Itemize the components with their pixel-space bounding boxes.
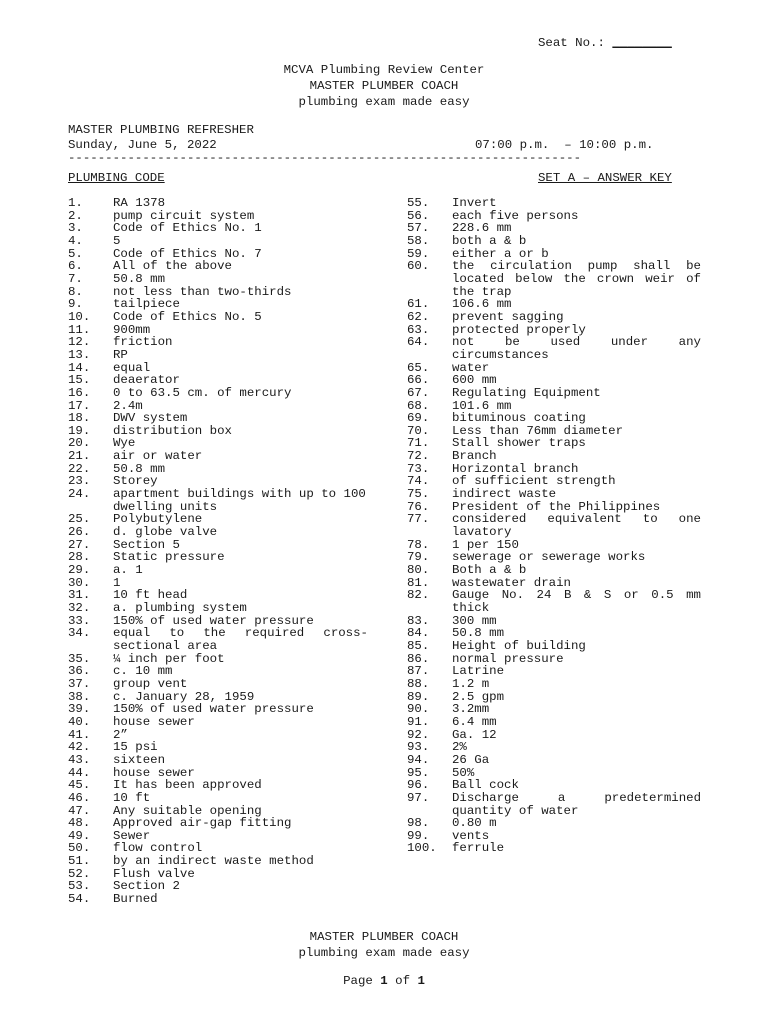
answer-number: 63. <box>407 322 430 337</box>
answer-number: 15. <box>68 373 91 388</box>
answer-text: DWV system <box>113 411 188 426</box>
answer-text: RA 1378 <box>113 196 166 210</box>
answer-item <box>407 197 701 210</box>
answer-item <box>68 703 368 716</box>
answer-number: 97. <box>407 790 430 805</box>
answer-text: house sewer <box>113 714 195 729</box>
answer-text: Approved air-gap fitting <box>113 816 292 831</box>
answer-item <box>68 387 368 400</box>
answer-text: ferrule <box>452 841 505 856</box>
answer-text: 2% <box>452 740 467 755</box>
section-title: PLUMBING CODE <box>68 171 165 185</box>
answer-number: 61. <box>407 297 430 312</box>
answer-number: 13. <box>68 347 91 362</box>
answer-text: 228.6 mm <box>452 221 512 236</box>
answer-number: 49. <box>68 828 91 843</box>
answer-text: 0.80 m <box>452 816 497 831</box>
answer-number: 4. <box>68 233 83 248</box>
answer-item <box>407 703 701 716</box>
answer-number: 38. <box>68 689 91 704</box>
answer-text: 15 psi <box>113 740 158 755</box>
answer-number: 96. <box>407 778 430 793</box>
answer-text: normal pressure <box>452 651 564 666</box>
answer-number: 20. <box>68 436 91 451</box>
answer-item <box>68 602 368 615</box>
answer-item <box>68 374 368 387</box>
answer-text: 600 mm <box>452 373 497 388</box>
answer-text: either a or b <box>452 246 549 261</box>
answer-number: 100. <box>407 841 437 856</box>
answer-text: President of the Philippines <box>452 499 661 514</box>
answer-item <box>407 640 701 653</box>
answer-item <box>68 526 368 539</box>
answer-text: Height of building <box>452 638 586 653</box>
answer-item <box>407 779 701 792</box>
answer-number: 30. <box>68 575 91 590</box>
answer-text: 101.6 mm <box>452 398 512 413</box>
answer-text: distribution box <box>113 423 232 438</box>
answer-number: 59. <box>407 246 430 261</box>
answer-item <box>68 627 368 652</box>
answer-number: 92. <box>407 727 430 742</box>
answer-number: 76. <box>407 499 430 514</box>
answer-number: 37. <box>68 676 91 691</box>
answer-number: 64. <box>407 335 430 350</box>
answer-item <box>407 412 701 425</box>
answer-text: Section 2 <box>113 879 180 894</box>
answer-text: the circulation pump shall be located below the crown weir of the trap <box>452 259 701 299</box>
answer-item <box>68 298 368 311</box>
answer-number: 12. <box>68 335 91 350</box>
answer-number: 6. <box>68 259 83 274</box>
answer-number: 47. <box>68 803 91 818</box>
answers-left-column <box>68 197 368 906</box>
review-center-name: MCVA Plumbing Review Center <box>283 63 485 77</box>
answer-number: 80. <box>407 563 430 578</box>
answer-text: Code of Ethics No. 1 <box>113 221 262 236</box>
answer-number: 69. <box>407 411 430 426</box>
answer-number: 2. <box>68 208 83 223</box>
answer-text: Wye <box>113 436 136 451</box>
answer-number: 10. <box>68 309 91 324</box>
answer-item <box>407 311 701 324</box>
answer-number: 41. <box>68 727 91 742</box>
answer-number: 32. <box>68 601 91 615</box>
answer-number: 33. <box>68 613 91 628</box>
answer-item <box>68 741 368 754</box>
answer-item <box>407 298 701 311</box>
answer-text: 1 <box>113 575 121 590</box>
answer-item <box>407 336 701 361</box>
answer-item <box>407 387 701 400</box>
answer-text: 150% of used water pressure <box>113 613 314 628</box>
answer-text: Gauge No. 24 B & S or 0.5 mm thick <box>452 588 701 615</box>
answer-number: 23. <box>68 474 91 489</box>
answer-item <box>68 754 368 767</box>
answer-item <box>407 564 701 577</box>
answer-text: a. 1 <box>113 563 143 578</box>
answer-text: 50.8 mm <box>113 271 166 286</box>
answer-text: 10 ft <box>113 790 151 805</box>
answer-text: friction <box>113 335 173 350</box>
answer-text: 106.6 mm <box>452 297 512 312</box>
answer-number: 53. <box>68 879 91 894</box>
answer-text: Regulating Equipment <box>452 385 601 400</box>
answer-key-label: SET A – ANSWER KEY <box>538 171 672 185</box>
answer-text: not less than two-thirds <box>113 284 292 299</box>
answer-text: not be used under any circumstances <box>452 335 701 362</box>
seat-blank: ________ <box>612 36 672 50</box>
answer-text: deaerator <box>113 373 180 388</box>
answer-number: 34. <box>68 626 91 641</box>
answer-text: a. plumbing system <box>113 601 247 615</box>
answer-number: 1. <box>68 196 83 210</box>
answer-number: 9. <box>68 297 83 312</box>
answer-number: 86. <box>407 651 430 666</box>
answer-item <box>68 716 368 729</box>
answer-item <box>68 564 368 577</box>
answer-text: water <box>452 360 490 375</box>
answer-text: It has been approved <box>113 778 262 793</box>
answer-number: 57. <box>407 221 430 236</box>
answer-text: 50.8 mm <box>113 461 166 476</box>
page-current: 1 <box>380 974 388 988</box>
seat-number <box>538 36 672 50</box>
answer-text: c. January 28, 1959 <box>113 689 255 704</box>
answer-number: 94. <box>407 752 430 767</box>
page-indicator <box>0 974 768 988</box>
exam-date: Sunday, June 5, 2022 <box>68 138 217 152</box>
answer-text: 26 Ga <box>452 752 490 767</box>
answer-text: Less than 76mm diameter <box>452 423 624 438</box>
answer-number: 46. <box>68 790 91 805</box>
answer-text: ¼ inch per foot <box>113 651 225 666</box>
page-total: 1 <box>417 974 425 988</box>
footer-coach-title: MASTER PLUMBER COACH <box>309 930 459 944</box>
answer-text: Both a & b <box>452 563 527 578</box>
answer-number: 60. <box>407 259 430 274</box>
answer-item <box>407 488 701 501</box>
answer-number: 42. <box>68 740 91 755</box>
answer-number: 99. <box>407 828 430 843</box>
answer-item <box>407 513 701 538</box>
answer-number: 89. <box>407 689 430 704</box>
answer-number: 73. <box>407 461 430 476</box>
answer-text: Horizontal branch <box>452 461 579 476</box>
answer-number: 43. <box>68 752 91 767</box>
answer-item <box>407 716 701 729</box>
exam-time: 07:00 p.m. – 10:00 p.m. <box>475 138 654 152</box>
answer-text: group vent <box>113 676 188 691</box>
answer-number: 70. <box>407 423 430 438</box>
answer-number: 85. <box>407 638 430 653</box>
answer-text: vents <box>452 828 490 843</box>
answer-text: by an indirect waste method <box>113 854 314 869</box>
answer-item <box>68 792 368 805</box>
answer-text: air or water <box>113 449 203 464</box>
answer-text: 1.2 m <box>452 676 490 691</box>
answer-number: 95. <box>407 765 430 780</box>
answer-number: 14. <box>68 360 91 375</box>
answer-text: protected properly <box>452 322 586 337</box>
answer-number: 71. <box>407 436 430 451</box>
answer-number: 3. <box>68 221 83 236</box>
answer-text: tailpiece <box>113 297 180 312</box>
answer-text: 2.5 gpm <box>452 689 505 704</box>
answer-number: 72. <box>407 449 430 464</box>
answer-number: 91. <box>407 714 430 729</box>
answer-text: of sufficient strength <box>452 474 616 489</box>
answer-text: wastewater drain <box>452 575 571 590</box>
answer-text: Flush valve <box>113 866 195 881</box>
answer-number: 75. <box>407 487 430 502</box>
answer-text: Invert <box>452 196 497 210</box>
answer-number: 62. <box>407 309 430 324</box>
answer-number: 56. <box>407 208 430 223</box>
answer-text: 50% <box>452 765 475 780</box>
page-of: of <box>387 974 418 988</box>
answer-number: 19. <box>68 423 91 438</box>
answer-number: 22. <box>68 461 91 476</box>
answer-item <box>407 792 701 817</box>
answers-right-column <box>407 197 701 855</box>
answer-text: Latrine <box>452 664 505 679</box>
seat-label: Seat No.: <box>538 36 613 50</box>
answer-text: 3.2mm <box>452 702 490 717</box>
answer-text: equal <box>113 360 151 375</box>
answer-item <box>407 374 701 387</box>
answer-text: equal to the required cross-sectional area <box>113 626 368 653</box>
answer-text: Ball cock <box>452 778 519 793</box>
answer-number: 18. <box>68 411 91 426</box>
answer-number: 17. <box>68 398 91 413</box>
answer-text: All of the above <box>113 259 232 274</box>
answer-text: flow control <box>113 841 203 856</box>
answer-text: each five persons <box>452 208 579 223</box>
answer-text: Storey <box>113 474 158 489</box>
answer-text: pump circuit system <box>113 208 255 223</box>
answer-number: 40. <box>68 714 91 729</box>
answer-text: 150% of used water pressure <box>113 702 314 717</box>
answer-item <box>68 488 368 513</box>
answer-number: 77. <box>407 512 430 527</box>
answer-number: 51. <box>68 854 91 869</box>
answer-item <box>407 589 701 614</box>
answer-number: 65. <box>407 360 430 375</box>
answer-number: 50. <box>68 841 91 856</box>
answer-number: 31. <box>68 588 91 603</box>
answer-item <box>68 336 368 349</box>
answer-text: d. globe valve <box>113 525 218 540</box>
answer-text: prevent sagging <box>452 309 564 324</box>
answer-text: considered equivalent to one lavatory <box>452 512 701 540</box>
answer-text: 2.4m <box>113 398 143 413</box>
answer-number: 11. <box>68 322 91 337</box>
answer-text: Branch <box>452 449 497 464</box>
answer-number: 78. <box>407 537 430 552</box>
answer-item <box>407 678 701 691</box>
answer-number: 25. <box>68 512 91 527</box>
answer-number: 81. <box>407 575 430 590</box>
answer-text: apartment buildings with up to 100 dwelling units <box>113 487 366 514</box>
answer-text: 900mm <box>113 322 151 337</box>
answer-number: 58. <box>407 233 430 248</box>
answer-item <box>407 260 701 298</box>
answer-item <box>407 817 701 830</box>
answer-text: 6.4 mm <box>452 714 497 729</box>
answer-text: indirect waste <box>452 487 557 502</box>
answer-item <box>68 349 368 362</box>
answer-number: 39. <box>68 702 91 717</box>
answer-item <box>68 235 368 248</box>
answer-text: Code of Ethics No. 5 <box>113 309 262 324</box>
answer-text: Static pressure <box>113 550 225 565</box>
answer-text: sixteen <box>113 752 166 767</box>
answer-text: house sewer <box>113 765 195 780</box>
answer-number: 44. <box>68 765 91 780</box>
answer-text: RP <box>113 347 128 362</box>
answer-number: 24. <box>68 487 91 502</box>
answer-text: Polybutylene <box>113 512 203 527</box>
page-word: Page <box>343 974 381 988</box>
answer-number: 27. <box>68 537 91 552</box>
answer-number: 90. <box>407 702 430 717</box>
answer-item <box>407 235 701 248</box>
answer-text: sewerage or sewerage works <box>452 550 646 565</box>
answer-number: 82. <box>407 588 430 603</box>
answer-item <box>68 678 368 691</box>
answer-number: 74. <box>407 474 430 489</box>
answer-item <box>407 741 701 754</box>
answer-number: 29. <box>68 563 91 578</box>
answer-text: 300 mm <box>452 613 497 628</box>
answer-text: Burned <box>113 892 158 907</box>
tagline: plumbing exam made easy <box>298 95 470 109</box>
answer-item <box>68 893 368 906</box>
answer-number: 87. <box>407 664 430 679</box>
answer-number: 68. <box>407 398 430 413</box>
answer-number: 52. <box>68 866 91 881</box>
answer-number: 98. <box>407 816 430 831</box>
answer-number: 79. <box>407 550 430 565</box>
divider-rule: --------------------------------------------------------------------- <box>68 151 582 165</box>
answer-text: Stall shower traps <box>452 436 586 451</box>
answer-item <box>407 754 701 767</box>
answer-number: 66. <box>407 373 430 388</box>
footer-tagline: plumbing exam made easy <box>298 946 470 960</box>
answer-number: 21. <box>68 449 91 464</box>
answer-item <box>68 311 368 324</box>
answer-text: Ga. 12 <box>452 727 497 742</box>
answer-number: 7. <box>68 271 83 286</box>
answer-item <box>407 842 701 855</box>
answer-text: 5 <box>113 233 121 248</box>
answer-number: 88. <box>407 676 430 691</box>
answer-number: 67. <box>407 385 430 400</box>
answer-number: 26. <box>68 525 91 540</box>
answer-number: 48. <box>68 816 91 831</box>
answer-item <box>68 817 368 830</box>
answer-number: 8. <box>68 284 83 299</box>
answer-text: c. 10 mm <box>113 664 173 679</box>
answer-number: 84. <box>407 626 430 641</box>
answer-number: 35. <box>68 651 91 666</box>
exam-subtitle: MASTER PLUMBING REFRESHER <box>68 123 254 137</box>
answer-text: 0 to 63.5 cm. of mercury <box>113 385 292 400</box>
answer-item <box>68 273 368 286</box>
answer-number: 36. <box>68 664 91 679</box>
answer-item <box>68 450 368 463</box>
answer-number: 16. <box>68 385 91 400</box>
answer-number: 45. <box>68 778 91 793</box>
coach-title: MASTER PLUMBER COACH <box>309 79 459 93</box>
answer-text: bituminous coating <box>452 411 586 426</box>
answer-number: 5. <box>68 246 83 261</box>
answer-text: 50.8 mm <box>452 626 505 641</box>
answer-number: 28. <box>68 550 91 565</box>
answer-item <box>407 450 701 463</box>
answer-text: Any suitable opening <box>113 803 262 818</box>
answer-number: 55. <box>407 196 430 210</box>
answer-text: Code of Ethics No. 7 <box>113 246 262 261</box>
answer-number: 54. <box>68 892 91 907</box>
answer-text: Discharge a predetermined quantity of water <box>452 790 701 818</box>
answer-number: 93. <box>407 740 430 755</box>
answer-number: 83. <box>407 613 430 628</box>
answer-item <box>68 197 368 210</box>
answer-text: both a & b <box>452 233 527 248</box>
answer-text: Section 5 <box>113 537 180 552</box>
answer-item <box>68 779 368 792</box>
answer-text: 10 ft head <box>113 588 188 603</box>
answer-text: 1 per 150 <box>452 537 519 552</box>
answer-text: 2” <box>113 727 128 742</box>
answer-item <box>68 412 368 425</box>
answer-text: Sewer <box>113 828 151 843</box>
answer-item <box>68 855 368 868</box>
